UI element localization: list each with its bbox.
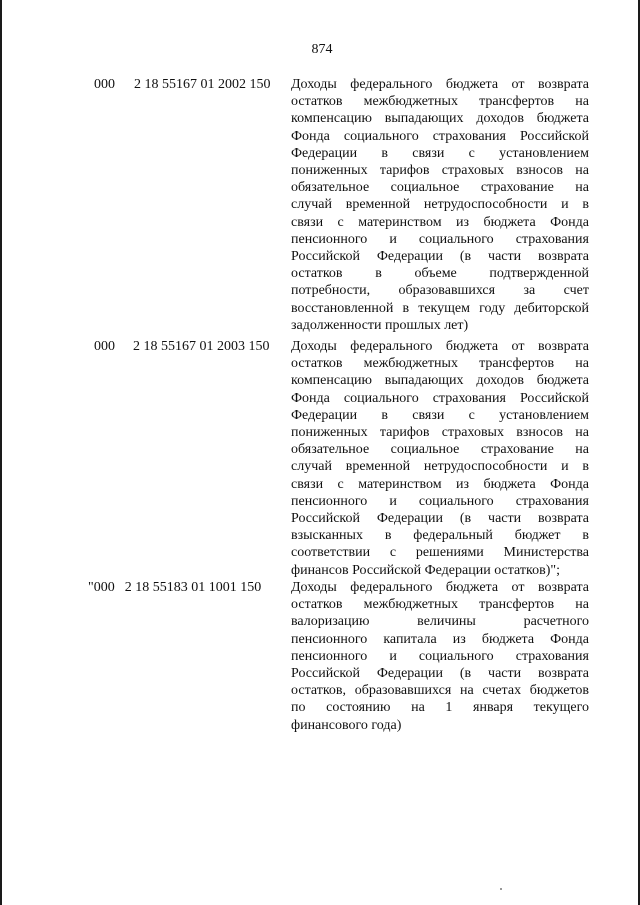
entry-code (94, 338, 270, 355)
description-line: Федерации в связи с установлением (291, 145, 589, 161)
entry-description (291, 76, 589, 334)
description-line: по состоянию на 1 января текущего (291, 700, 589, 716)
description-line: пенсионного капитала из бюджета Фонда (291, 631, 589, 647)
admin-code: "000 (88, 580, 115, 595)
description-line: остатков в объеме подтвержденной (291, 266, 589, 282)
description-line: Российской Федерации (в части возврата (291, 511, 589, 527)
description-line: Фонда социального страхования Российской (291, 390, 589, 406)
description-line: Российской Федерации (в части возврата (291, 666, 589, 682)
description-line: задолженности прошлых лет) (291, 317, 469, 333)
description-line: обязательное социальное страхование на (291, 180, 589, 196)
description-line: Фонда социального страхования Российской (291, 128, 589, 144)
description-line: пониженных тарифов страховых взносов на (291, 163, 589, 179)
kbk-code: 2 18 55167 01 2003 150 (133, 339, 270, 354)
description-line: остатков, образовавшихся на счетах бюджетов (291, 683, 589, 699)
description-line: Федерации в связи с установлением (291, 407, 589, 423)
description-line: финансового года) (291, 717, 402, 733)
entry-code (94, 76, 271, 93)
description-line: финансов Российской Федерации остатков)"; (291, 562, 560, 578)
description-line: валоризацию величины расчетного (291, 614, 589, 630)
kbk-code: 2 18 55183 01 1001 150 (124, 580, 262, 595)
scan-speck (500, 888, 502, 890)
page-number: 874 (311, 42, 333, 57)
admin-code: 000 (94, 77, 115, 92)
description-line: компенсацию выпадающих доходов бюджета (291, 373, 589, 389)
description-line: Доходы федерального бюджета от возврата (291, 339, 589, 354)
description-line: Российской Федерации (в части возврата (291, 249, 589, 265)
entry-code (88, 579, 261, 596)
description-line: пенсионного и социального страхования (291, 231, 589, 247)
entry-description (291, 338, 589, 579)
description-line: взысканных в федеральный бюджет в (291, 528, 589, 544)
description-line: случай временной нетрудоспособности и в (291, 197, 589, 213)
description-line: остатков межбюджетных трансфертов на (291, 597, 589, 613)
description-line: Доходы федерального бюджета от возврата (291, 580, 589, 595)
description-line: Доходы федерального бюджета от возврата (291, 77, 589, 92)
description-line: остатков межбюджетных трансфертов на (291, 94, 589, 110)
description-line: связи с материнством из бюджета Фонда (291, 214, 589, 230)
description-line: пониженных тарифов страховых взносов на (291, 425, 589, 441)
description-line: связи с материнством из бюджета Фонда (291, 476, 589, 492)
entry-description (291, 579, 589, 734)
description-line: восстановленной в текущем году дебиторской (291, 300, 589, 316)
description-line: случай временной нетрудоспособности и в (291, 459, 589, 475)
kbk-code: 2 18 55167 01 2002 150 (134, 77, 271, 92)
description-line: пенсионного и социального страхования (291, 493, 589, 509)
description-line: соответствии с решениями Министерства (291, 545, 589, 561)
description-line: потребности, образовавшихся за счет (291, 283, 589, 299)
admin-code: 000 (94, 339, 115, 354)
description-line: компенсацию выпадающих доходов бюджета (291, 111, 589, 127)
description-line: остатков межбюджетных трансфертов на (291, 356, 589, 372)
description-line: пенсионного и социального страхования (291, 648, 589, 664)
description-line: обязательное социальное страхование на (291, 442, 589, 458)
